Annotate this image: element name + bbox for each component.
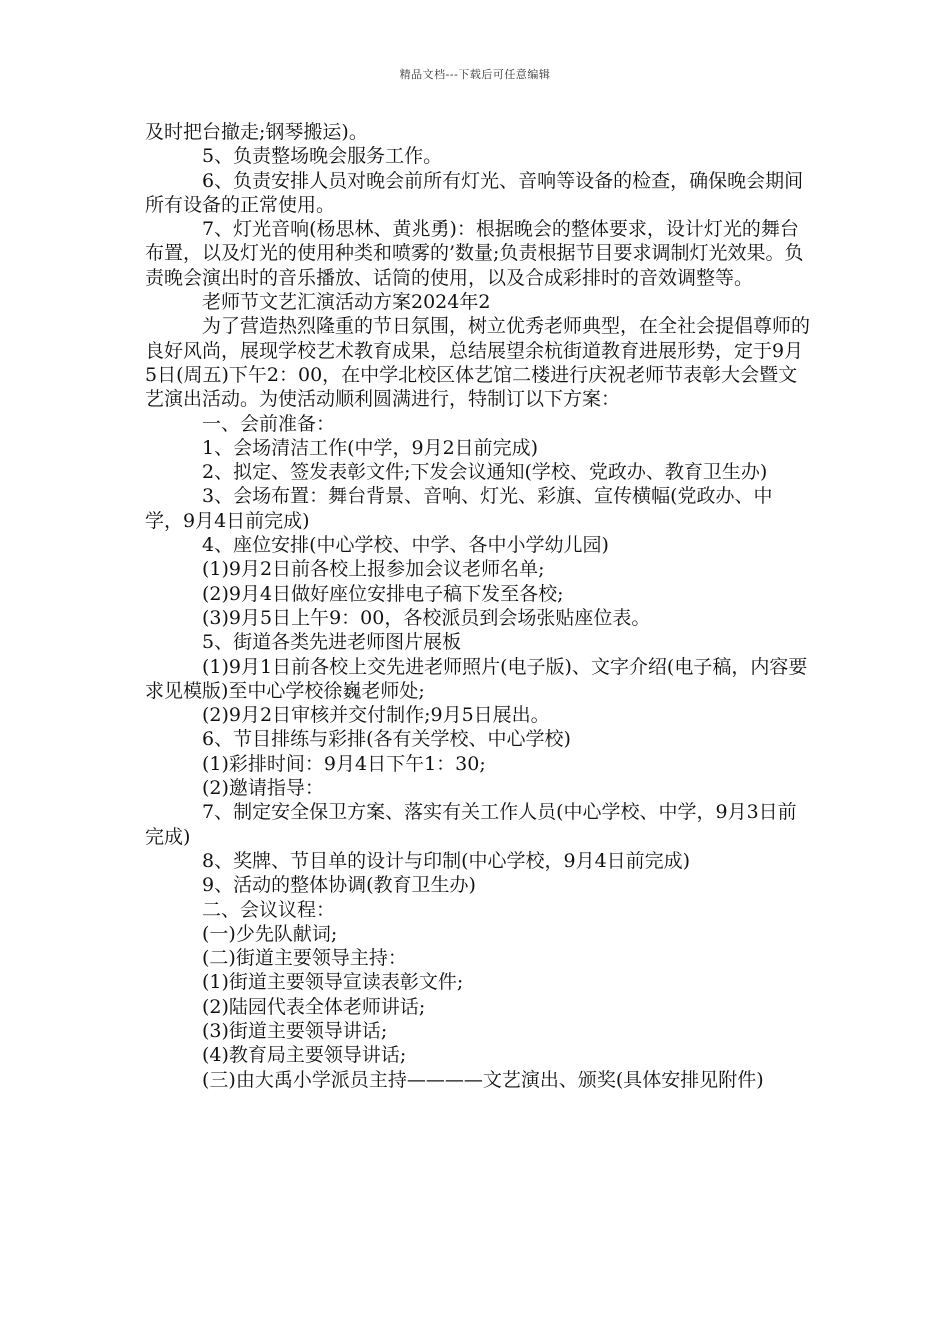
list-item: (三)由大禹小学派员主持————文艺演出、颁奖(具体安排见附件): [202, 1068, 764, 1091]
section-heading: 二、会议议程：: [202, 898, 336, 921]
list-item: 8、奖牌、节目单的设计与印制(中心学校，9月4日前完成): [202, 849, 691, 872]
list-item: (1)街道主要领导宣读表彰文件;: [202, 971, 464, 994]
list-item: 7、制定安全保卫方案、落实有关工作人员(中心学校、中学，9月3日前完成): [145, 801, 797, 848]
list-item: (2)9月2日审核并交付制作;9月5日展出。: [202, 704, 550, 727]
list-item: (1)彩排时间：9月4日下午1：30;: [202, 752, 486, 775]
list-item: 5、街道各类先进老师图片展板: [202, 631, 462, 654]
section-title: 老师节文艺汇演活动方案2024年2: [202, 291, 491, 314]
list-item: (2)邀请指导：: [202, 777, 324, 800]
document-body: [145, 120, 810, 1092]
list-item: (1)9月1日前各校上交先进老师照片(电子版)、文字介绍(电子稿，内容要求见模版)至中心学校徐巍老师处;: [145, 655, 808, 702]
list-item: (二)街道主要领导主持：: [202, 947, 407, 970]
list-item: (2)9月4日做好座位安排电子稿下发至各校;: [202, 582, 564, 605]
paragraph: 5、负责整场晚会服务工作。: [202, 145, 443, 168]
list-item: (3)9月5日上午9：00，各校派员到会场张贴座位表。: [202, 606, 651, 629]
list-item: (1)9月2日前各校上报参加会议老师名单;: [202, 558, 545, 581]
list-item: 1、会场清洁工作(中学，9月2日前完成): [202, 436, 539, 459]
list-item: (2)陆园代表全体老师讲话;: [202, 995, 426, 1018]
list-item: (4)教育局主要领导讲话;: [202, 1044, 407, 1067]
list-item: 6、节目排练与彩排(各有关学校、中心学校): [202, 728, 571, 751]
page-header: 精品文档---下载后可任意编辑: [399, 68, 551, 81]
list-item: 9、活动的整体协调(教育卫生办): [202, 874, 476, 897]
list-item: 4、座位安排(中心学校、中学、各中小学幼儿园): [202, 534, 609, 557]
paragraph: 及时把台撤走;钢琴搬运)。: [145, 121, 368, 143]
paragraph: 为了营造热烈隆重的节日氛围，树立优秀老师典型，在全社会提倡尊师的良好风尚，展现学校艺术教育成果，总结展望余杭街道教育进展形势，定于9月5日(周五)下午2：00，在中学北校区体艺馆二楼进行庆祝老师节表彰大会暨文艺演出活动。为使活动顺利圆满进行，特制订以下方案：: [145, 315, 811, 411]
list-item: (3)街道主要领导讲话;: [202, 1019, 388, 1042]
list-item: (一)少先队献词;: [202, 922, 338, 945]
paragraph: 7、灯光音响(杨思林、黄兆勇)：根据晚会的整体要求，设计灯光的舞台布置，以及灯光的使用种类和喷雾的’数量;负责根据节目要求调制灯光效果。负责晚会演出时的音乐播放、话筒的使用，以及合成彩排时的音效调整等。: [145, 218, 804, 289]
section-heading: 一、会前准备：: [202, 412, 336, 435]
list-item: 3、会场布置：舞台背景、音响、灯光、彩旗、宣传横幅(党政办、中学，9月4日前完成): [145, 485, 773, 532]
list-item: 2、拟定、签发表彰文件;下发会议通知(学校、党政办、教育卫生办): [202, 461, 768, 484]
paragraph: 6、负责安排人员对晚会前所有灯光、音响等设备的检查，确保晚会期间所有设备的正常使用。: [145, 169, 804, 216]
